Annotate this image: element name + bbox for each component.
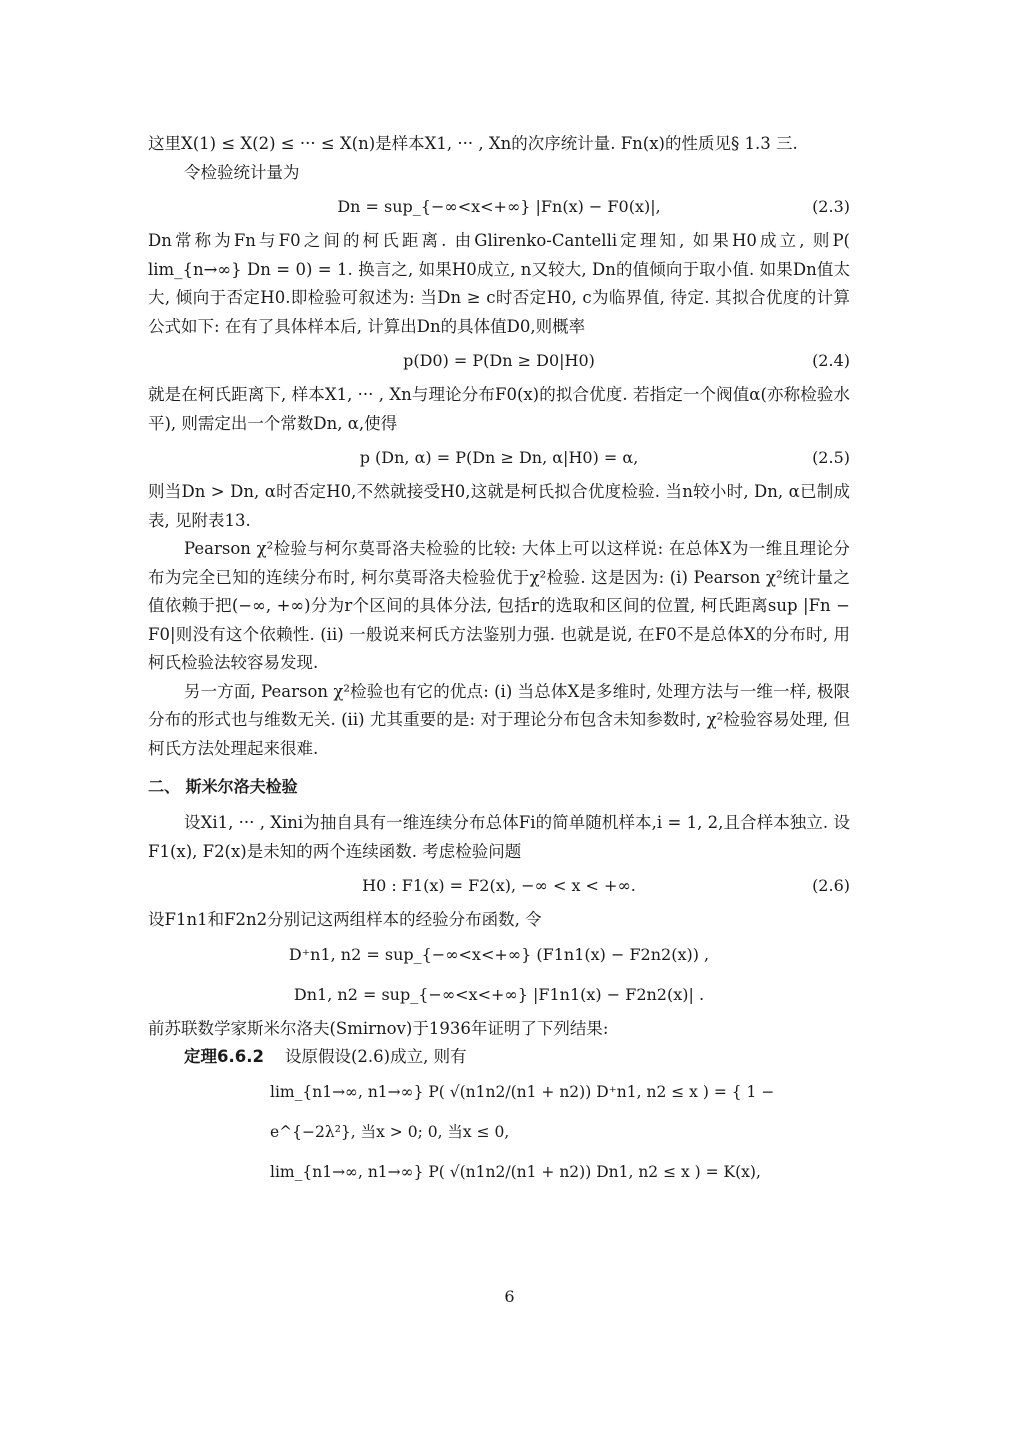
- paragraph-two-sample-setup: 设Xi1, ··· , Xini为抽自具有一维连续分布总体Fi的简单随机样本,i = 1, 2,且合样本独立. 设F1(x), F2(x)是未知的两个连续函数. 考虑检验问题: [148, 813, 850, 861]
- equation-2-4-number: (2.4): [812, 351, 850, 370]
- paragraph-order-statistics: 这里X(1) ≤ X(2) ≤ ··· ≤ X(n)是样本X1, ··· , Xn的次序统计量. Fn(x)的性质见§ 1.3 三.: [148, 134, 798, 153]
- equation-2-4-formula: p(D0) = P(Dn ≥ D0|H0): [403, 351, 595, 370]
- paragraph-kolmogorov-distance: Dn常称为Fn与F0之间的柯氏距离. 由Glirenko-Cantelli定理知, 如果H0成立, 则P( lim_{n→∞} Dn = 0) = 1. 换言之, 如果H0成立, n又较大, Dn的值倾向于取小值. 如果Dn值太大, 倾向于否定H0.即检验可叙述为: 当Dn ≥ c时否定H0, c为临界值, 待定. 其拟合优度的计算公式如下: 在有了具体样本后, 计算出Dn的具体值D0,则概率: [148, 231, 850, 336]
- equation-2-6-number: (2.6): [812, 876, 850, 895]
- equation-2-3: [148, 187, 850, 227]
- paragraph-chi-square-advantages: 另一方面, Pearson χ²检验也有它的优点: (i) 当总体X是多维时, 处理方法与一维一样, 极限分布的形式也与维数无关. (ii) 尤其重要的是: 对于理论分布包含未知参数时, χ²检验容易处理, 但柯氏方法处理起来很难.: [148, 681, 850, 758]
- paragraph-rejection-rule: 则当Dn > Dn, α时否定H0,不然就接受H0,这就是柯氏拟合优度检验. 当n较小时, Dn, α已制成表, 见附表13.: [148, 482, 850, 530]
- equation-2-3-formula: Dn = sup_{−∞<x<+∞} |Fn(x) − F0(x)|,: [337, 197, 661, 216]
- equation-2-6-formula: H0 : F1(x) = F2(x), −∞ < x < +∞.: [362, 876, 636, 895]
- equation-d: [148, 975, 850, 1015]
- equation-2-6: [148, 866, 850, 906]
- equation-2-5-number: (2.5): [812, 448, 850, 467]
- equation-d-formula: Dn1, n2 = sup_{−∞<x<+∞} |F1n1(x) − F2n2(x)| .: [293, 984, 705, 1004]
- equation-d-plus: [148, 935, 850, 975]
- limit-formula-one-sided: lim_{n1→∞, n1→∞} P( √(n1n2/(n1 + n2)) D⁺n1, n2 ≤ x ) = { 1 − e^{−2λ²}, 当x > 0; 0, 当x ≤ 0,: [270, 1082, 775, 1141]
- equation-d-plus-formula: D⁺n1, n2 = sup_{−∞<x<+∞} (F1n1(x) − F2n2(x)) ,: [288, 944, 710, 964]
- page-body: [148, 130, 850, 1192]
- paragraph-comparison: Pearson χ²检验与柯尔莫哥洛夫检验的比较: 大体上可以这样说: 在总体X为一维且理论分布为完全已知的连续分布时, 柯尔莫哥洛夫检验优于χ²检验. 这是因为: (i) Pearson χ²统计量之值依赖于把(−∞, +∞)分为r个区间的具体分法, 包括r的选取和区间的位置, 柯氏距离sup |Fn − F0|则没有这个依赖性. (ii) 一般说来柯氏方法鉴别力强. 也就是说, 在F0不是总体X的分布时, 用柯氏检验法较容易发现.: [148, 539, 850, 672]
- paragraph-goodness-of-fit: 就是在柯氏距离下, 样本X1, ··· , Xn与理论分布F0(x)的拟合优度. 若指定一个阀值α(亦称检验水平), 则需定出一个常数Dn, α,使得: [148, 385, 850, 433]
- theorem-text: 设原假设(2.6)成立, 则有: [284, 1047, 467, 1066]
- theorem-label: 定理6.6.2: [184, 1047, 264, 1066]
- page-number: 6: [504, 1287, 515, 1306]
- equation-2-5: [148, 438, 850, 478]
- section-heading-smirnov: 二、 斯米尔洛夫检验: [148, 777, 298, 796]
- equation-2-4: [148, 341, 850, 381]
- equation-2-5-formula: p (Dn, α) = P(Dn ≥ Dn, α|H0) = α,: [359, 448, 639, 467]
- limit-formula-two-sided: lim_{n1→∞, n1→∞} P( √(n1n2/(n1 + n2)) Dn1, n2 ≤ x ) = K(x),: [270, 1162, 761, 1181]
- paragraph-smirnov-result: 前苏联数学家斯米尔洛夫(Smirnov)于1936年证明了下列结果:: [148, 1018, 609, 1038]
- theorem-statement: [148, 1043, 850, 1072]
- paragraph-test-statistic-intro: 令检验统计量为: [184, 162, 300, 182]
- equation-2-3-number: (2.3): [812, 197, 850, 216]
- paragraph-empirical-distribution: 设F1n1和F2n2分别记这两组样本的经验分布函数, 令: [148, 910, 542, 929]
